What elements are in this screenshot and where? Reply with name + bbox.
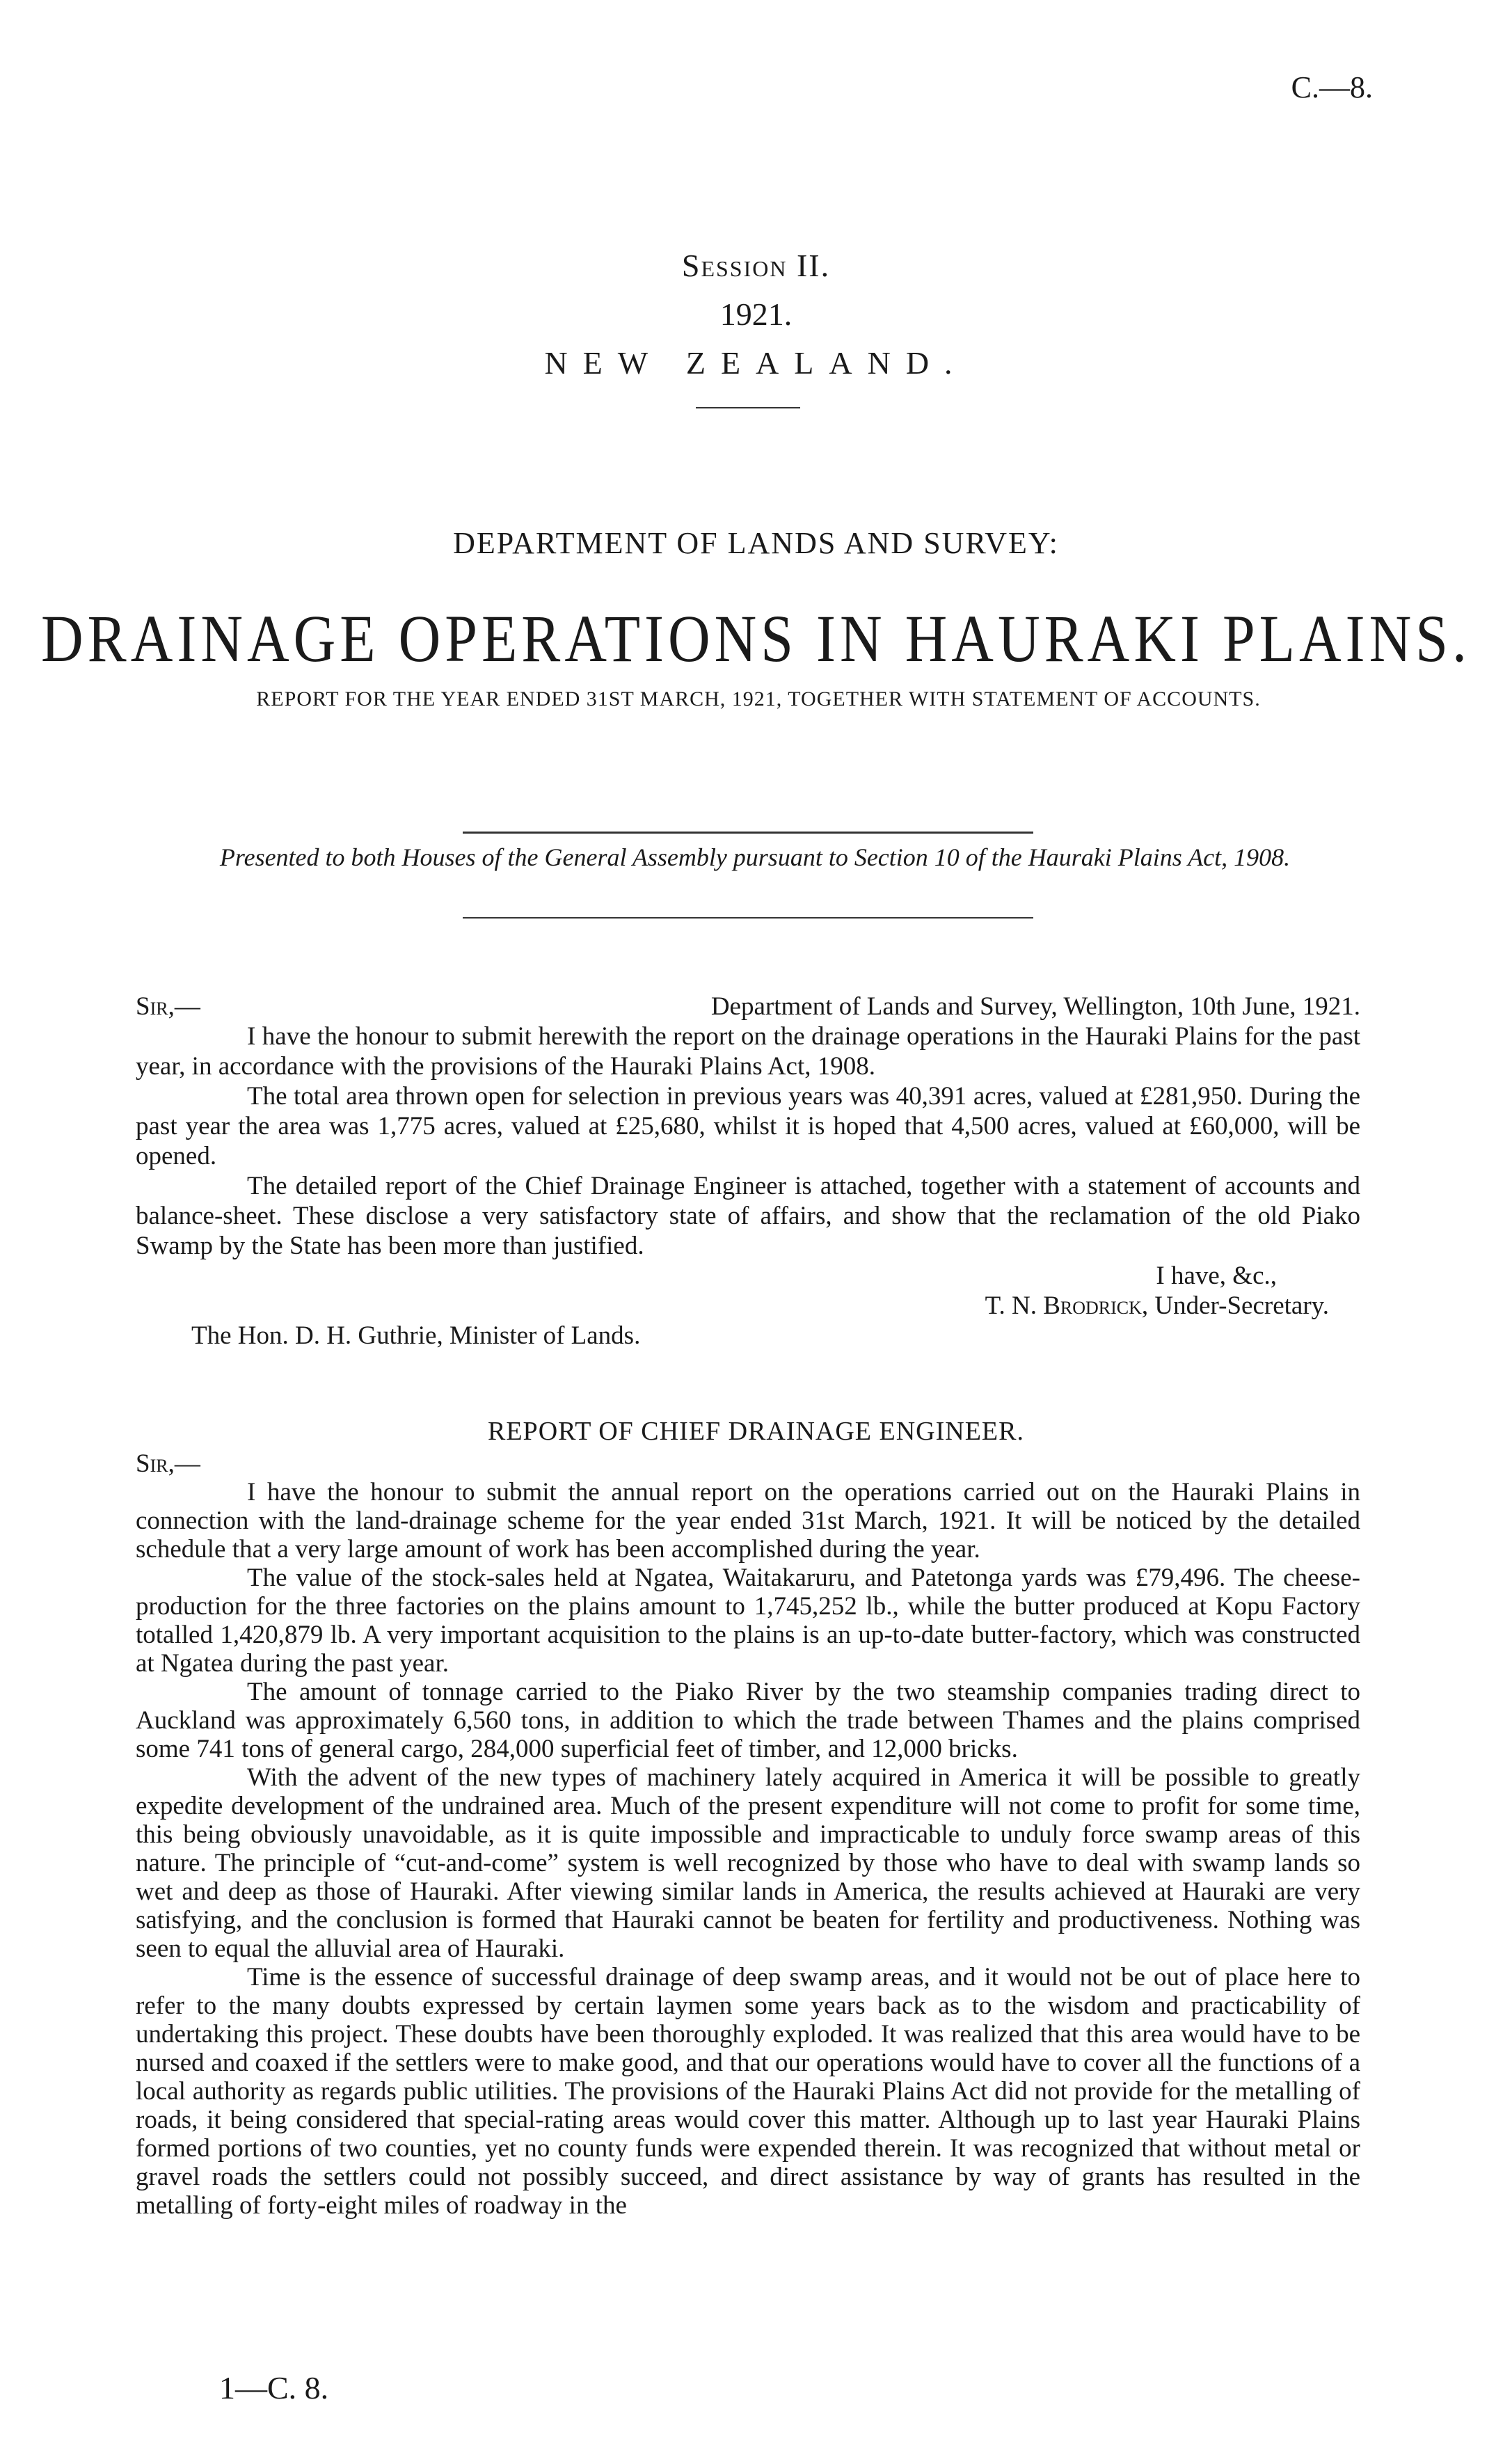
document-subtitle: REPORT FOR THE YEAR ENDED 31ST MARCH, 1921, TOGETHER WITH STATEMENT OF ACCOUNTS.	[256, 687, 1261, 710]
letter-paragraph: The total area thrown open for selection in previous years was 40,391 acres, valued at £281,950. During the past year the area was 1,775 acres, valued at £25,680, whilst it is hoped that 4,500 acres, valued at £60,000, will be opened.	[136, 1082, 1360, 1170]
letter-addressee: The Hon. D. H. Guthrie, Minister of Lands.	[191, 1321, 641, 1350]
letter-header	[136, 992, 1360, 1021]
report-paragraph: With the advent of the new types of machinery lately acquired in America it will be possible to greatly expedite development of the undrained area. Much of the present expenditure will not come to profit for some time, this being obviously unavoidable, as it is quite impossible and impracticable to unduly force swamp areas of this nature. The principle of “cut-and-come” system is well recognized by those who have to deal with swamp lands so wet and deep as those of Hauraki. After viewing similar lands in America, the results achieved at Hauraki are very satisfying, and the conclusion is formed that Hauraki cannot be beaten for fertility and productiveness. Nothing was seen to equal the alluvial area of Hauraki.	[136, 1763, 1360, 1963]
country-label: NEW ZEALAND.	[544, 345, 968, 381]
session-label: Session II.	[681, 248, 831, 283]
letter-salutation: Sir,—	[136, 992, 200, 1021]
page-number: 1—C. 8.	[219, 2370, 329, 2406]
document-title: DRAINAGE OPERATIONS IN HAURAKI PLAINS.	[41, 602, 1471, 676]
page-reference: C.—8.	[1291, 70, 1373, 104]
report-salutation: Sir,—	[136, 1449, 200, 1478]
divider-bottom	[463, 917, 1033, 919]
divider-top	[463, 832, 1033, 834]
letter-signature	[136, 1291, 1360, 1321]
year-label: 1921.	[719, 296, 793, 332]
cover-letter	[136, 992, 1360, 1351]
presentation-note: Presented to both Houses of the General Assembly pursuant to Section 10 of the Hauraki Plains Act, 1908.	[219, 843, 1291, 871]
signature-initials: T. N.	[985, 1291, 1037, 1320]
department-heading: DEPARTMENT OF LANDS AND SURVEY:	[453, 526, 1059, 560]
letter-address: Department of Lands and Survey, Wellington, 10th June, 1921.	[710, 992, 1360, 1021]
signature-title: , Under-Secretary.	[1141, 1291, 1329, 1320]
letter-closing: I have, &c.,	[1156, 1262, 1277, 1290]
divider-short	[696, 407, 800, 408]
report-paragraph: The amount of tonnage carried to the Piako River by the two steamship companies trading direct to Auckland was approximately 6,560 tons, in addition to which the trade between Thames and the plains comprised some 741 tons of general cargo, 284,000 superficial feet of timber, and 12,000 bricks.	[136, 1678, 1360, 1763]
report-title: REPORT OF CHIEF DRAINAGE ENGINEER.	[488, 1417, 1024, 1446]
letter-paragraph: The detailed report of the Chief Drainage Engineer is attached, together with a statement of accounts and balance-sheet. These disclose a very satisfactory state of affairs, and show that the reclamation of the old Piako Swamp by the State has been more than justified.	[136, 1172, 1360, 1260]
letter-paragraph: I have the honour to submit herewith the report on the drainage operations in the Hauraki Plains for the past year, in accordance with the provisions of the Hauraki Plains Act, 1908.	[136, 1022, 1360, 1081]
report-paragraph: The value of the stock-sales held at Ngatea, Waitakaruru, and Patetonga yards was £79,496. The cheese-production for the three factories on the plains amount to 1,745,252 lb., while the butter produced at Kopu Factory totalled 1,420,879 lb. A very important acquisition to the plains is an up-to-date butter-factory, which was constructed at Ngatea during the past year.	[136, 1564, 1360, 1678]
signature-name: Brodrick	[1043, 1291, 1142, 1320]
report-paragraph: Time is the essence of successful drainage of deep swamp areas, and it would not be out of place here to refer to the many doubts expressed by certain laymen some years back as to the wisdom and practicability of undertaking this project. These doubts have been thoroughly exploded. It was realized that this area would have to be nursed and coaxed if the settlers were to make good, and that our operations would have to cover all the functions of a local authority as regards public utilities. The provisions of the Hauraki Plains Act did not provide for the metalling of roads, it being considered that special-rating areas would cover this matter. Although up to last year Hauraki Plains formed portions of two counties, yet no county funds were expended therein. It was recognized that without metal or gravel roads the settlers could not possibly succeed, and direct assistance by way of grants has resulted in the metalling of forty-eight miles of roadway in the	[136, 1963, 1360, 2220]
engineer-report	[136, 1449, 1360, 2220]
report-paragraph: I have the honour to submit the annual report on the operations carried out on the Hauraki Plains in connection with the land-drainage scheme for the year ended 31st March, 1921. It will be noticed by the detailed schedule that a very large amount of work has been accomplished during the year.	[136, 1478, 1360, 1564]
